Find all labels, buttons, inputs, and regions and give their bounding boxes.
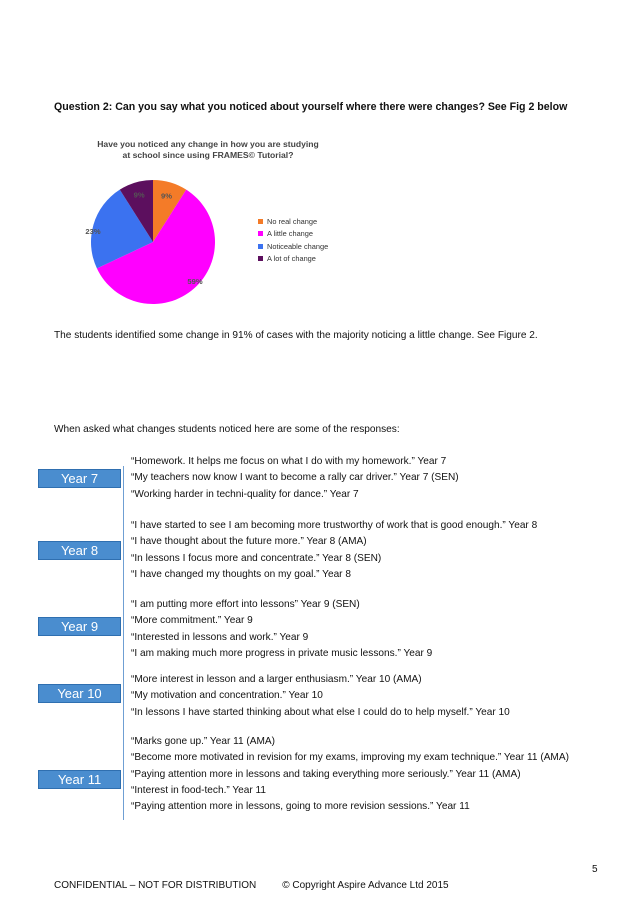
legend-item-noticeable-change <box>258 240 328 253</box>
chart-title-line-1: Have you noticed any change in how you are studying <box>97 139 319 149</box>
quote: “Homework. It helps me focus on what I do with my homework.” Year 7 <box>131 456 447 467</box>
year-11-label: Year 11 <box>38 770 121 789</box>
quote: “I have started to see I am becoming more trustworthy of work that is good enough.” Year 8 <box>131 520 538 531</box>
quote: “I have changed my thoughts on my goal.” Year 8 <box>131 568 351 580</box>
legend-label: A lot of change <box>267 254 316 264</box>
year-11-quotes <box>131 734 601 815</box>
quote: “Paying attention more in lessons and taking everything more seriously.” Year 11 (AMA) <box>131 768 521 780</box>
pie-data-label: 9% <box>160 191 172 201</box>
year-9-label: Year 9 <box>38 617 121 636</box>
footer-confidential: CONFIDENTIAL – NOT FOR DISTRIBUTION <box>54 880 257 891</box>
year-7-label: Year 7 <box>38 469 121 488</box>
quote: “In lessons I focus more and concentrate.” Year 8 (SEN) <box>131 552 382 564</box>
quote: “More interest in lesson and a larger enthusiasm.” Year 10 (AMA) <box>131 674 422 685</box>
footer <box>54 880 449 891</box>
quote: “In lessons I have started thinking about what else I could do to help myself.” Year 10 <box>131 706 510 718</box>
chart-title <box>74 139 342 161</box>
chart-legend <box>258 215 328 265</box>
legend-label: A little change <box>267 229 314 239</box>
chart-title-line-2: at school since using FRAMES© Tutorial? <box>122 150 294 160</box>
legend-item-no-real-change <box>258 215 328 228</box>
pie-data-label: 59% <box>187 277 203 286</box>
year-7-quotes <box>131 454 459 503</box>
legend-label: Noticeable change <box>267 241 329 251</box>
quote: “I am putting more effort into lessons” Year 9 (SEN) <box>131 599 360 610</box>
summary-paragraph: The students identified some change in 91% of cases with the majority noticing a little change. See Figure 2. <box>54 330 538 341</box>
quote: “Become more motivated in revision for my exams, improving my exam technique.” Year 11 (AMA) <box>131 752 569 764</box>
footer-copyright: © Copyright Aspire Advance Ltd 2015 <box>282 880 449 891</box>
year-10-quotes <box>131 672 510 721</box>
year-10-label: Year 10 <box>38 684 121 703</box>
quote: “Interest in food-tech.” Year 11 <box>131 784 267 796</box>
legend-label: No real change <box>267 216 318 226</box>
quote: “I am making much more progress in private music lessons.” Year 9 <box>131 647 433 659</box>
quote: “Marks gone up.” Year 11 (AMA) <box>131 736 275 747</box>
year-9-quotes <box>131 597 432 662</box>
quote: “Paying attention more in lessons, going to more revision sessions.” Year 11 <box>131 801 470 813</box>
quotes-divider <box>123 466 124 820</box>
quote: “More commitment.” Year 9 <box>131 615 253 627</box>
question-heading: Question 2: Can you say what you noticed about yourself where there were changes? See Fig 2 below <box>54 101 568 113</box>
legend-item-a-little-change <box>258 228 328 241</box>
legend-swatch <box>258 219 263 224</box>
legend-item-a-lot-of-change <box>258 253 328 266</box>
year-8-quotes <box>131 518 537 583</box>
quote: “I have thought about the future more.” Year 8 (AMA) <box>131 536 367 548</box>
legend-swatch <box>258 244 263 249</box>
pie-chart <box>80 175 240 315</box>
year-8-label: Year 8 <box>38 541 121 560</box>
quote: “Working harder in techni-quality for dance.” Year 7 <box>131 488 359 500</box>
legend-swatch <box>258 256 263 261</box>
pie-data-label: 9% <box>133 190 145 200</box>
page-number: 5 <box>592 864 598 875</box>
quote: “Interested in lessons and work.” Year 9 <box>131 631 309 643</box>
legend-swatch <box>258 231 263 236</box>
quote: “My teachers now know I want to become a rally car driver.” Year 7 (SEN) <box>131 472 459 484</box>
pie-data-label: 23% <box>85 227 101 236</box>
quote: “My motivation and concentration.” Year 10 <box>131 690 323 702</box>
intro-paragraph: When asked what changes students noticed here are some of the responses: <box>54 424 400 435</box>
